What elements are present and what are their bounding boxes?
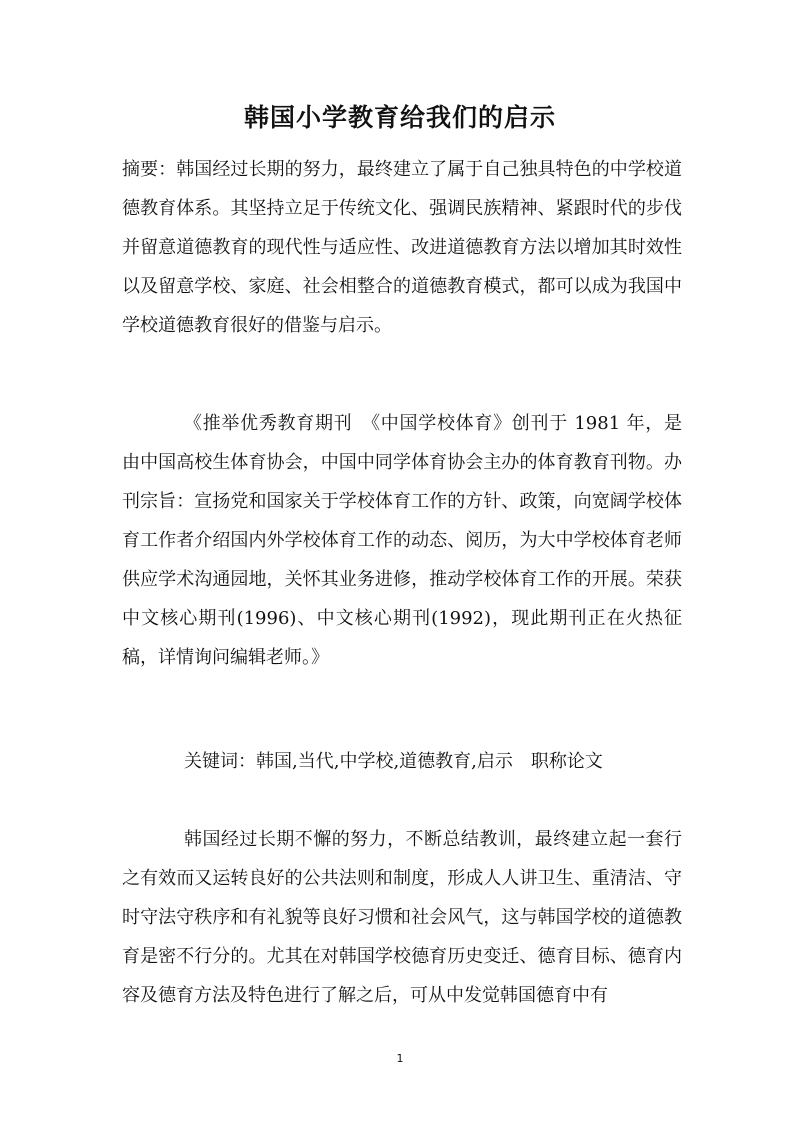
page-number: 1 xyxy=(396,1052,404,1065)
keywords-line: 关键词：韩国,当代,中学校,道德教育,启示 职称论文 xyxy=(184,751,603,772)
journal-promo-paragraph: 《推举优秀教育期刊 《中国学校体育》创刊于 1981 年，是由中国高校生体育协会，中国中同学体育协会主办的体育教育刊物。办刊宗旨：宣扬党和国家关于学校体育工作的方针、政策，向宽阔学校体育工作者介绍国内外学校体育工作的动态、阅历，为大中学校体育老师供应学术沟通园地，关怀其业务进修，推动学校体育工作的开展。荣获中文核心期刊(1996)、中文核心期刊(1992)，现此期刊正在火热征稿，详情询问编辑老师。》 xyxy=(122,413,682,668)
abstract-paragraph: 摘要：韩国经过长期的努力，最终建立了属于自己独具特色的中学校道德教育体系。其坚持立足于传统文化、强调民族精神、紧跟时代的步伐并留意道德教育的现代性与适应性、改进道德教育方法以增加其时效性以及留意学校、家庭、社会相整合的道德教育模式，都可以成为我国中学校道德教育很好的借鉴与启示。 xyxy=(122,159,682,336)
body-paragraph: 韩国经过长期不懈的努力，不断总结教训，最终建立起一套行之有效而又运转良好的公共法则和制度，形成人人讲卫生、重清洁、守时守法守秩序和有礼貌等良好习惯和社会风气，这与韩国学校的道德教育是密不行分的。尤其在对韩国学校德育历史变迁、德育目标、德育内容及德育方法及特色进行了解之后，可从中发觉韩国德育中有 xyxy=(122,829,682,1006)
document-title: 韩国小学教育给我们的启示 xyxy=(243,103,556,132)
